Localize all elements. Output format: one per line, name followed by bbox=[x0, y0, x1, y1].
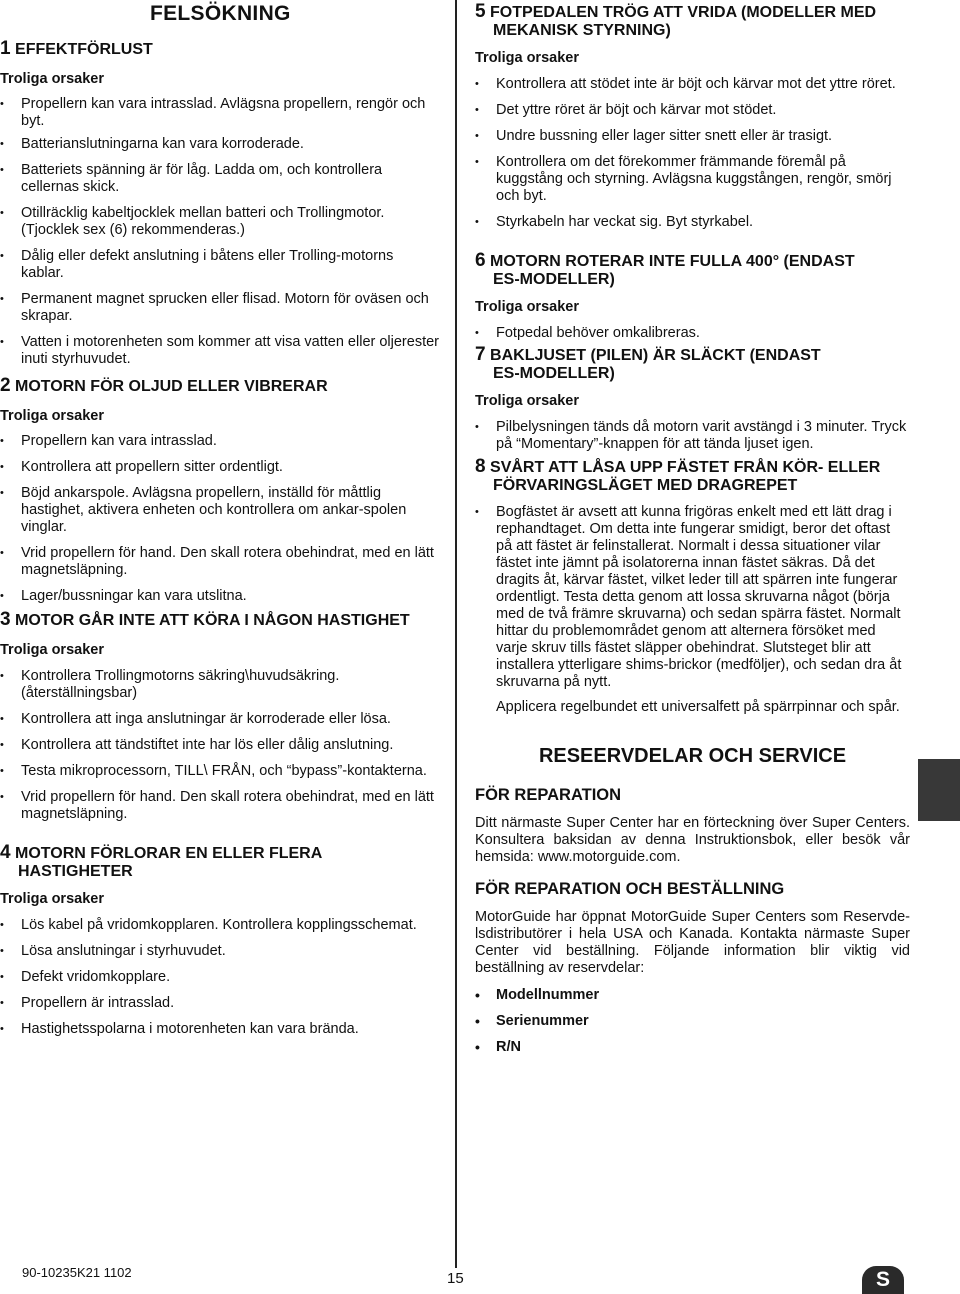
cause-list bbox=[0, 917, 440, 1038]
section-title: MOTOR GÅR INTE ATT KÖRA I NÅGON HASTIGHET bbox=[15, 612, 410, 629]
section-title: MOTORN ROTERAR INTE FULLA 400° (ENDAST bbox=[490, 253, 855, 270]
section-number: 1 bbox=[0, 38, 11, 59]
cause-list bbox=[475, 419, 910, 453]
section-1 bbox=[0, 40, 440, 368]
section-8 bbox=[475, 458, 910, 716]
list-item: • Det yttre röret är böjt och kärvar mot stödet. bbox=[475, 102, 910, 119]
list-item: • Vatten i motorenheten som kommer att visa vatten eller oljerester inuti styrhuvudet. bbox=[0, 334, 440, 368]
cause-list bbox=[475, 76, 910, 231]
page-number: 15 bbox=[447, 1270, 464, 1287]
page-title: FELSÖKNING bbox=[150, 2, 291, 25]
section-6 bbox=[475, 252, 910, 342]
list-item: • Dålig eller defekt anslutning i båtens eller Trolling-motorns kablar. bbox=[0, 248, 440, 282]
list-item: • Hastighetsspolarna i motorenheten kan vara brända. bbox=[0, 1021, 440, 1038]
section-7 bbox=[475, 346, 910, 453]
reason-label: Troliga orsaker bbox=[0, 642, 104, 658]
list-item: • Vrid propellern för hand. Den skall rotera obehindrat, med en lätt magnetsläpning. bbox=[0, 545, 440, 579]
reason-label: Troliga orsaker bbox=[475, 393, 579, 409]
document-id: 90-10235K21 1102 bbox=[22, 1265, 132, 1280]
service-section bbox=[475, 745, 910, 1056]
section-number: 5 bbox=[475, 1, 486, 22]
section-5 bbox=[475, 3, 910, 231]
reason-label: Troliga orsaker bbox=[0, 71, 104, 87]
section-number: 4 bbox=[0, 842, 11, 863]
section-heading bbox=[475, 458, 910, 495]
list-item: • Propellern är intrasslad. bbox=[0, 995, 440, 1012]
order-text: MotorGuide har öppnat MotorGuide Super Centers som Reservde-lsdistributörer i hela USA och Kanada. Kontakta närmaste Super Center vid beställning. Följande information blir viktig vid beställning av reservdelar: bbox=[475, 909, 910, 976]
section-heading bbox=[475, 346, 910, 383]
list-item: • Fotpedal behöver omkalibreras. bbox=[475, 325, 910, 342]
section-heading bbox=[0, 844, 440, 881]
section-title-continued: ES-MODELLER) bbox=[493, 271, 615, 288]
service-title: RESEERVDELAR OCH SERVICE bbox=[538, 745, 847, 767]
list-item: • Undre bussning eller lager sitter snett eller är trasigt. bbox=[475, 128, 910, 145]
list-item: • Vrid propellern för hand. Den skall rotera obehindrat, med en lätt magnetsläpning. bbox=[0, 789, 440, 823]
list-item: • Bogfästet är avsett att kunna frigöras enkelt med ett lätt drag i rephandtaget. Om detta inte fungerar smidigt, beror det oftast på att fästet är felinstallerat. Normalt i dessa situationer vilar fästet inte jämnt på isolatorerna innan fästet säkras. Då det dragits åt, kärvar fästet, vilket leder till att spärren inte fungerar ordentligt. Testa detta genom att lossa skruvarna något (börja med de två främre skruvarna) och sedan spärra fästet. Normalt hittar du problemområdet genom att alternera försöket med varje skruv tills fästet släpper obehindrat. Slutsteget blir att installera ytterligare shims-brickor (medföljer), och sedan dra åt skruvarna på nytt. bbox=[475, 504, 910, 691]
list-item: • Lösa anslutningar i styrhuvudet. bbox=[0, 943, 440, 960]
list-item: • Kontrollera att tändstiftet inte har lös eller dålig anslutning. bbox=[0, 737, 440, 754]
section-title-continued: FÖRVARINGSLÄGET MED DRAGREPET bbox=[493, 477, 798, 494]
section-title: EFFEKTFÖRLUST bbox=[15, 41, 153, 58]
reason-label: Troliga orsaker bbox=[0, 891, 104, 907]
section-number: 7 bbox=[475, 344, 486, 365]
reason-label: Troliga orsaker bbox=[475, 299, 579, 315]
section-heading bbox=[475, 252, 910, 289]
list-item: • R/N bbox=[475, 1039, 910, 1056]
cause-list bbox=[475, 504, 910, 691]
section-number: 6 bbox=[475, 250, 486, 271]
list-item: • Otillräcklig kabeltjocklek mellan batteri och Trollingmotor. (Tjocklek sex (6) rekommenderas.) bbox=[0, 205, 440, 239]
list-item: • Batteriets spänning är för låg. Ladda om, och kontrollera cellernas skick. bbox=[0, 162, 440, 196]
section-title: SVÅRT ATT LÅSA UPP FÄSTET FRÅN KÖR- ELLER bbox=[490, 459, 881, 476]
list-item: • Kontrollera att propellern sitter ordentligt. bbox=[0, 459, 440, 476]
cause-list bbox=[0, 96, 440, 368]
list-item: • Batterianslutningarna kan vara korroderade. bbox=[0, 136, 440, 153]
list-item: • Modellnummer bbox=[475, 987, 910, 1004]
section-title: MOTORN FÖR OLJUD ELLER VIBRERAR bbox=[15, 378, 328, 395]
section-2 bbox=[0, 377, 440, 605]
list-item: • Lager/bussningar kan vara utslitna. bbox=[0, 588, 440, 605]
list-item: • Permanent magnet sprucken eller flisad. Motorn för oväsen och skrapar. bbox=[0, 291, 440, 325]
section-number: 3 bbox=[0, 609, 11, 630]
section-number: 2 bbox=[0, 375, 11, 396]
list-item: • Kontrollera om det förekommer främmande föremål på kuggstång och styrning. Avlägsna kuggstången, rengör, smörj och byt. bbox=[475, 154, 910, 205]
section-title: FOTPEDALEN TRÖG ATT VRIDA (MODELLER MED bbox=[490, 4, 877, 21]
section-title-continued: MEKANISK STYRNING) bbox=[493, 22, 671, 39]
list-item: • Pilbelysningen tänds då motorn varit avstängd i 3 minuter. Tryck på “Momentary”-knappen för att tända ljuset igen. bbox=[475, 419, 910, 453]
list-item: • Serienummer bbox=[475, 1013, 910, 1030]
order-info-list bbox=[475, 987, 910, 1056]
section-title: MOTORN FÖRLORAR EN ELLER FLERA bbox=[15, 845, 323, 862]
list-item: • Propellern kan vara intrasslad. bbox=[0, 433, 440, 450]
column-divider bbox=[455, 0, 457, 1268]
list-item: • Propellern kan vara intrasslad. Avlägsna propellern, rengör och byt. bbox=[0, 96, 440, 130]
list-item: • Kontrollera att stödet inte är böjt och kärvar mot det yttre röret. bbox=[475, 76, 910, 93]
section-heading bbox=[0, 40, 440, 59]
section-heading bbox=[475, 3, 910, 40]
list-item: • Testa mikroprocessorn, TILL\ FRÅN, och “bypass”-kontakterna. bbox=[0, 763, 440, 780]
list-item: • Styrkabeln har veckat sig. Byt styrkabel. bbox=[475, 214, 910, 231]
section-4 bbox=[0, 844, 440, 1038]
section-title-continued: HASTIGHETER bbox=[18, 863, 133, 880]
repair-heading: FÖR REPARATION bbox=[475, 786, 622, 804]
section-heading bbox=[0, 611, 440, 630]
reason-label: Troliga orsaker bbox=[475, 50, 579, 66]
section-tab-marker bbox=[918, 759, 960, 821]
list-item: • Kontrollera Trollingmotorns säkring\huvudsäkring. (återställningsbar) bbox=[0, 668, 440, 702]
list-item: • Kontrollera att inga anslutningar är korroderade eller lösa. bbox=[0, 711, 440, 728]
reason-label: Troliga orsaker bbox=[0, 408, 104, 424]
list-item: • Lös kabel på vridomkopplaren. Kontrollera kopplingsschemat. bbox=[0, 917, 440, 934]
extra-note: Applicera regelbundet ett universalfett på spärrpinnar och spår. bbox=[496, 699, 900, 715]
section-title-continued: ES-MODELLER) bbox=[493, 365, 615, 382]
section-3 bbox=[0, 611, 440, 823]
repair-text: Ditt närmaste Super Center har en förteckning över Super Centers. Konsultera baksidan av denna Instruktionsbok, eller besök vår hemsida: www.motorguide.com. bbox=[475, 815, 910, 865]
section-title: BAKLJUSET (PILEN) ÄR SLÄCKT (ENDAST bbox=[490, 347, 821, 364]
cause-list bbox=[475, 325, 910, 342]
list-item: • Defekt vridomkopplare. bbox=[0, 969, 440, 986]
cause-list bbox=[0, 433, 440, 605]
list-item: • Böjd ankarspole. Avlägsna propellern, inställd för måttlig hastighet, aktivera enheten och kontrollera om ankar-spolen vinglar. bbox=[0, 485, 440, 536]
section-heading bbox=[0, 377, 440, 396]
section-number: 8 bbox=[475, 456, 486, 477]
order-heading: FÖR REPARATION OCH BESTÄLLNING bbox=[475, 880, 785, 898]
language-badge: S bbox=[862, 1266, 904, 1294]
cause-list bbox=[0, 668, 440, 823]
